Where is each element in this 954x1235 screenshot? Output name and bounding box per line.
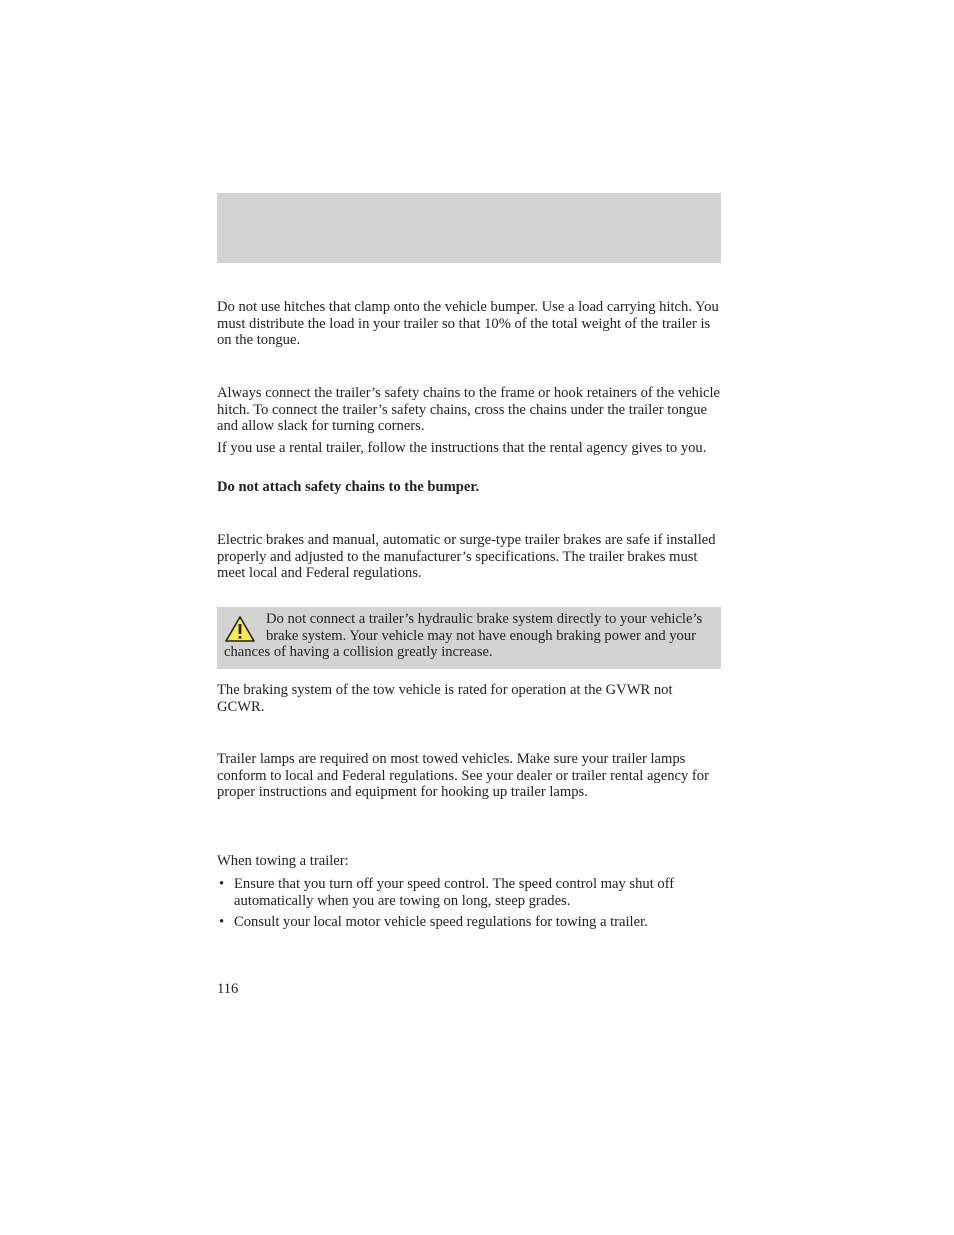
- section-header-band: [217, 193, 721, 263]
- bullet-symbol: •: [219, 914, 225, 931]
- bullet-symbol: •: [219, 876, 225, 892]
- bullet-text: Consult your local motor vehicle speed regulations for towing a trailer.: [234, 914, 648, 931]
- towing-bullet-list: [217, 876, 723, 936]
- hitch-paragraph: Do not use hitches that clamp onto the vehicle bumper. Use a load carrying hitch. You must distribute the load in your trailer so that 10% of the total weight of the trailer is on the tongue.: [217, 299, 719, 349]
- trailer-brakes-paragraph: Electric brakes and manual, automatic or surge-type trailer brakes are safe if installed properly and adjusted to the manufacturer’s specifications. The trailer brakes must meet local and Federal regulations.: [217, 532, 716, 582]
- warning-box: [217, 607, 721, 669]
- warning-text: [224, 611, 719, 661]
- list-item: [217, 914, 723, 931]
- rental-trailer-paragraph: If you use a rental trailer, follow the instructions that the rental agency gives to you.: [217, 440, 707, 456]
- braking-rating-paragraph: The braking system of the tow vehicle is rated for operation at the GVWR not GCWR.: [217, 682, 673, 715]
- list-item: [217, 876, 723, 909]
- bullet-text: Ensure that you turn off your speed control. The speed control may shut off automatically when you are towing on long, steep grades.: [234, 876, 675, 909]
- warning-message: Do not connect a trailer’s hydraulic brake system directly to your vehicle’s brake system. Your vehicle may not have enough braking power and your chances of having a collision greatly increase.: [224, 611, 703, 661]
- bumper-chains-note: Do not attach safety chains to the bumper.: [217, 479, 480, 495]
- safety-chains-paragraph: Always connect the trailer’s safety chains to the frame or hook retainers of the vehicle hitch. To connect the trailer’s safety chains, cross the chains under the trailer tongue and allow slack for turning corners.: [217, 385, 721, 435]
- page-number: 116: [217, 981, 239, 997]
- trailer-lamps-paragraph: Trailer lamps are required on most towed vehicles. Make sure your trailer lamps conform to local and Federal regulations. See your dealer or trailer rental agency for proper instructions and equipment for hooking up trailer lamps.: [217, 751, 709, 801]
- towing-intro: When towing a trailer:: [217, 853, 349, 869]
